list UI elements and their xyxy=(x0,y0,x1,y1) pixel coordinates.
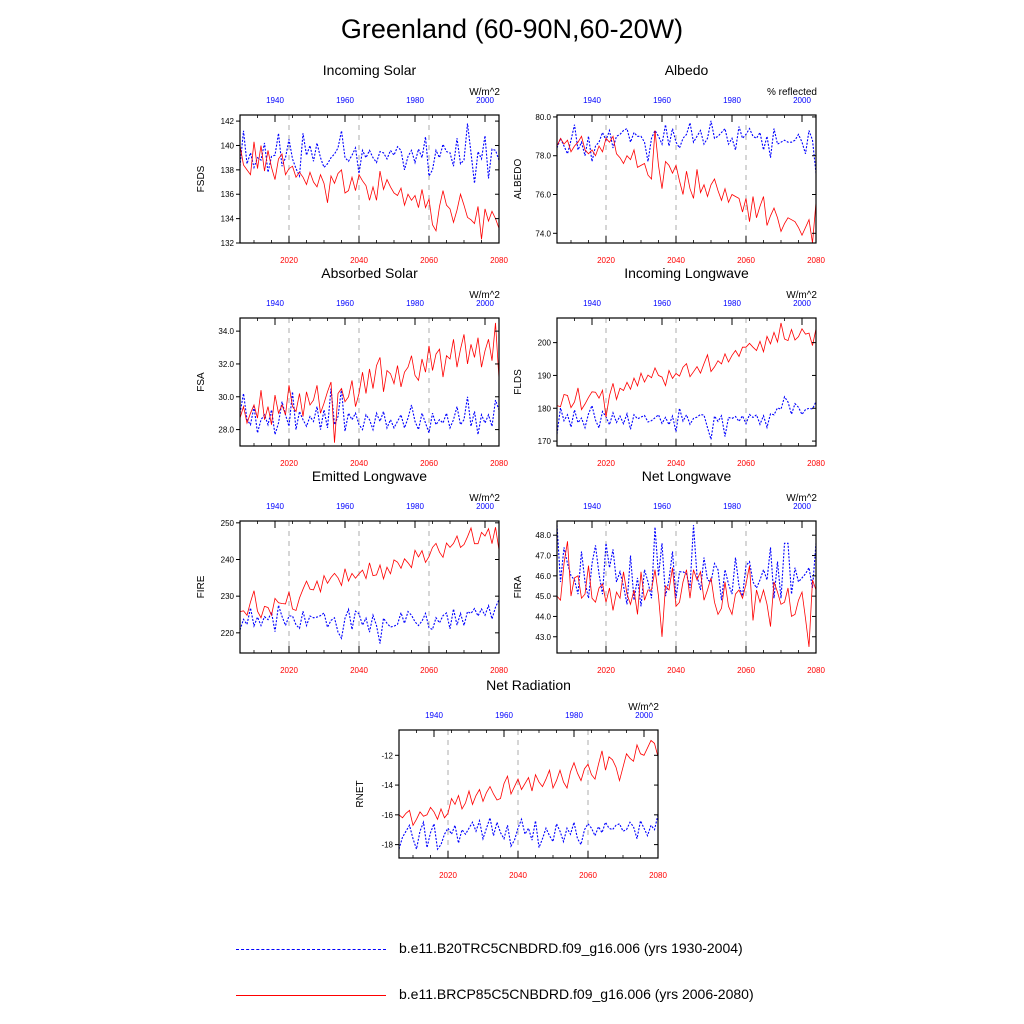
panel-4-x-tick-label-2040: 2040 xyxy=(350,666,368,675)
panel-0-x-tick-label-2080: 2080 xyxy=(490,256,508,265)
panel-5-y-tick-label: 47.0 xyxy=(535,551,551,561)
panel-5-plot-frame xyxy=(557,521,816,653)
panel-0-top-tick-label-1960: 1960 xyxy=(336,96,354,105)
panel-4-top-tick-label-1980: 1980 xyxy=(406,502,424,511)
panel-1-top-tick-label-1980: 1980 xyxy=(723,96,741,105)
panel-1-top-tick-label-1940: 1940 xyxy=(583,96,601,105)
legend-swatch-dashed-blue xyxy=(236,949,386,950)
panel-5-top-tick-label-1980: 1980 xyxy=(723,502,741,511)
panel-3-plot-frame xyxy=(557,318,816,446)
panel-6-top-tick-label-1980: 1980 xyxy=(565,711,583,720)
panel-5-x-tick-label-2020: 2020 xyxy=(597,666,615,675)
panel-2-y-axis-label: FSA xyxy=(196,372,207,392)
panel-4-top-tick-label-1960: 1960 xyxy=(336,502,354,511)
panel-0-series-future-line xyxy=(240,142,499,240)
panel-5-top-tick-label-1940: 1940 xyxy=(583,502,601,511)
panel-3-x-tick-label-2080: 2080 xyxy=(807,459,825,468)
panel-3-top-tick-label-2000: 2000 xyxy=(793,299,811,308)
panel-0-series-control-line xyxy=(240,124,499,184)
panel-1-y-axis-label: ALBEDO xyxy=(513,158,524,200)
panel-1-units-label: % reflected xyxy=(766,87,817,98)
legend-label-control: b.e11.B20TRC5CNBDRD.f09_g16.006 (yrs 1930-2004) xyxy=(399,940,743,956)
legend-entry-future xyxy=(232,984,832,1008)
panel-4-x-tick-label-2080: 2080 xyxy=(490,666,508,675)
panel-6-y-tick-label: -16 xyxy=(381,810,393,820)
panel-3-y-tick-label: 170 xyxy=(537,437,551,447)
panel-0-y-axis-label: FSDS xyxy=(196,165,207,193)
panel-3-series-control-line xyxy=(557,397,816,440)
panel-6-units-label: W/m^2 xyxy=(628,702,659,713)
panel-0-y-tick-label: 142 xyxy=(220,117,234,127)
panel-6-y-tick-label: -12 xyxy=(381,751,393,761)
panel-2-x-tick-label-2040: 2040 xyxy=(350,459,368,468)
panel-1-y-tick-label: 80.0 xyxy=(535,112,551,122)
panel-3-top-tick-label-1960: 1960 xyxy=(653,299,671,308)
panel-0-top-tick-label-1940: 1940 xyxy=(266,96,284,105)
panel-4-y-tick-label: 220 xyxy=(220,628,234,638)
panel-4-series-control-line xyxy=(240,600,499,644)
panel-2-y-tick-label: 30.0 xyxy=(218,392,234,402)
panel-1-x-tick-label-2040: 2040 xyxy=(667,256,685,265)
panel-5-y-axis-label: FIRA xyxy=(513,575,524,599)
panel-0-y-tick-label: 138 xyxy=(220,165,234,175)
panel-4-top-tick-label-2000: 2000 xyxy=(476,502,494,511)
panel-5-series-control-line xyxy=(557,525,816,606)
panel-5-y-tick-label: 44.0 xyxy=(535,612,551,622)
panel-5-title: Net Longwave xyxy=(641,468,732,484)
panel-2-title: Absorbed Solar xyxy=(321,265,418,281)
panel-4-y-axis-label: FIRE xyxy=(196,575,207,599)
panel-6-series-future-line xyxy=(399,740,658,825)
panel-5-y-tick-label: 45.0 xyxy=(535,592,551,602)
panel-4-x-tick-label-2060: 2060 xyxy=(420,666,438,675)
panel-5-y-tick-label: 43.0 xyxy=(535,632,551,642)
panel-1-series-future-line xyxy=(557,131,816,244)
panel-1-x-tick-label-2080: 2080 xyxy=(807,256,825,265)
panel-5-x-tick-label-2040: 2040 xyxy=(667,666,685,675)
panel-6-title: Net Radiation xyxy=(486,677,571,693)
panel-4-y-tick-label: 250 xyxy=(220,518,234,528)
panel-5-series-future-line xyxy=(557,541,816,647)
panel-2-top-tick-label-1940: 1940 xyxy=(266,299,284,308)
panel-4-plot-frame xyxy=(240,521,499,653)
panel-0-top-tick-label-2000: 2000 xyxy=(476,96,494,105)
panel-6-top-tick-label-1960: 1960 xyxy=(495,711,513,720)
panel-1-title: Albedo xyxy=(664,62,709,78)
panel-2-x-tick-label-2080: 2080 xyxy=(490,459,508,468)
legend-entry-control xyxy=(232,938,832,962)
panel-4-units-label: W/m^2 xyxy=(469,493,500,504)
panel-6-x-tick-label-2060: 2060 xyxy=(579,871,597,880)
panel-1-x-tick-label-2020: 2020 xyxy=(597,256,615,265)
panel-2-y-tick-label: 34.0 xyxy=(218,327,234,337)
panel-3-y-tick-label: 200 xyxy=(537,338,551,348)
panel-3-x-tick-label-2040: 2040 xyxy=(667,459,685,468)
panel-2-x-tick-label-2060: 2060 xyxy=(420,459,438,468)
panel-2-y-tick-label: 28.0 xyxy=(218,425,234,435)
panel-1-y-tick-label: 78.0 xyxy=(535,151,551,161)
panel-0-title: Incoming Solar xyxy=(322,62,417,78)
panel-5-x-tick-label-2080: 2080 xyxy=(807,666,825,675)
panel-0-y-tick-label: 140 xyxy=(220,141,234,151)
panel-0-y-tick-label: 132 xyxy=(220,239,234,248)
panel-2-x-tick-label-2020: 2020 xyxy=(280,459,298,468)
panel-2-top-tick-label-2000: 2000 xyxy=(476,299,494,308)
panel-2-top-tick-label-1980: 1980 xyxy=(406,299,424,308)
panel-0-x-tick-label-2040: 2040 xyxy=(350,256,368,265)
panel-3-top-tick-label-1940: 1940 xyxy=(583,299,601,308)
panel-2-plot-frame xyxy=(240,318,499,446)
panel-4-title: Emitted Longwave xyxy=(311,468,428,484)
legend-swatch-solid-red xyxy=(236,995,386,996)
panel-0-y-tick-label: 134 xyxy=(220,214,234,224)
panel-6-x-tick-label-2020: 2020 xyxy=(439,871,457,880)
panel-3-y-axis-label: FLDS xyxy=(513,369,524,395)
panel-0-y-tick-label: 136 xyxy=(220,190,234,200)
panel-6-plot-frame xyxy=(399,730,658,858)
panel-3-y-tick-label: 190 xyxy=(537,371,551,381)
page-title: Greenland (60-90N,60-20W) xyxy=(340,14,684,44)
panel-2-units-label: W/m^2 xyxy=(469,290,500,301)
panel-5-y-tick-label: 46.0 xyxy=(535,571,551,581)
panel-1-top-tick-label-1960: 1960 xyxy=(653,96,671,105)
panel-6-x-tick-label-2040: 2040 xyxy=(509,871,527,880)
panel-0-top-tick-label-1980: 1980 xyxy=(406,96,424,105)
panel-1-series-control-line xyxy=(557,121,816,173)
panel-6-top-tick-label-2000: 2000 xyxy=(635,711,653,720)
panel-1-x-tick-label-2060: 2060 xyxy=(737,256,755,265)
panel-5-top-tick-label-2000: 2000 xyxy=(793,502,811,511)
panel-6-x-tick-label-2080: 2080 xyxy=(649,871,667,880)
panel-3-y-tick-label: 180 xyxy=(537,404,551,414)
panel-4-x-tick-label-2020: 2020 xyxy=(280,666,298,675)
panel-3-x-tick-label-2060: 2060 xyxy=(737,459,755,468)
panel-6-y-axis-label: RNET xyxy=(355,780,366,808)
panel-5-top-tick-label-1960: 1960 xyxy=(653,502,671,511)
panel-5-x-tick-label-2060: 2060 xyxy=(737,666,755,675)
panel-4-y-tick-label: 230 xyxy=(220,592,234,602)
panel-6-y-tick-label: -14 xyxy=(381,781,393,791)
panel-3-x-tick-label-2020: 2020 xyxy=(597,459,615,468)
panel-0-units-label: W/m^2 xyxy=(469,87,500,98)
panel-3-top-tick-label-1980: 1980 xyxy=(723,299,741,308)
panel-6-y-tick-label: -18 xyxy=(381,840,393,850)
panel-4-y-tick-label: 240 xyxy=(220,555,234,565)
panel-4-top-tick-label-1940: 1940 xyxy=(266,502,284,511)
panel-2-series-future-line xyxy=(240,323,499,443)
panel-3-series-future-line xyxy=(557,323,816,417)
panel-3-units-label: W/m^2 xyxy=(786,290,817,301)
legend-label-future: b.e11.BRCP85C5CNBDRD.f09_g16.006 (yrs 2006-2080) xyxy=(399,986,754,1002)
panel-2-top-tick-label-1960: 1960 xyxy=(336,299,354,308)
panel-3-title: Incoming Longwave xyxy=(624,265,749,281)
panel-0-x-tick-label-2060: 2060 xyxy=(420,256,438,265)
panel-1-y-tick-label: 74.0 xyxy=(535,229,551,239)
panel-6-series-control-line xyxy=(399,815,658,849)
panel-2-y-tick-label: 32.0 xyxy=(218,359,234,369)
panel-0-x-tick-label-2020: 2020 xyxy=(280,256,298,265)
panel-6-top-tick-label-1940: 1940 xyxy=(425,711,443,720)
panel-4-series-future-line xyxy=(240,527,499,618)
panel-1-top-tick-label-2000: 2000 xyxy=(793,96,811,105)
panel-5-units-label: W/m^2 xyxy=(786,493,817,504)
panel-1-y-tick-label: 76.0 xyxy=(535,190,551,200)
panel-5-y-tick-label: 48.0 xyxy=(535,531,551,541)
